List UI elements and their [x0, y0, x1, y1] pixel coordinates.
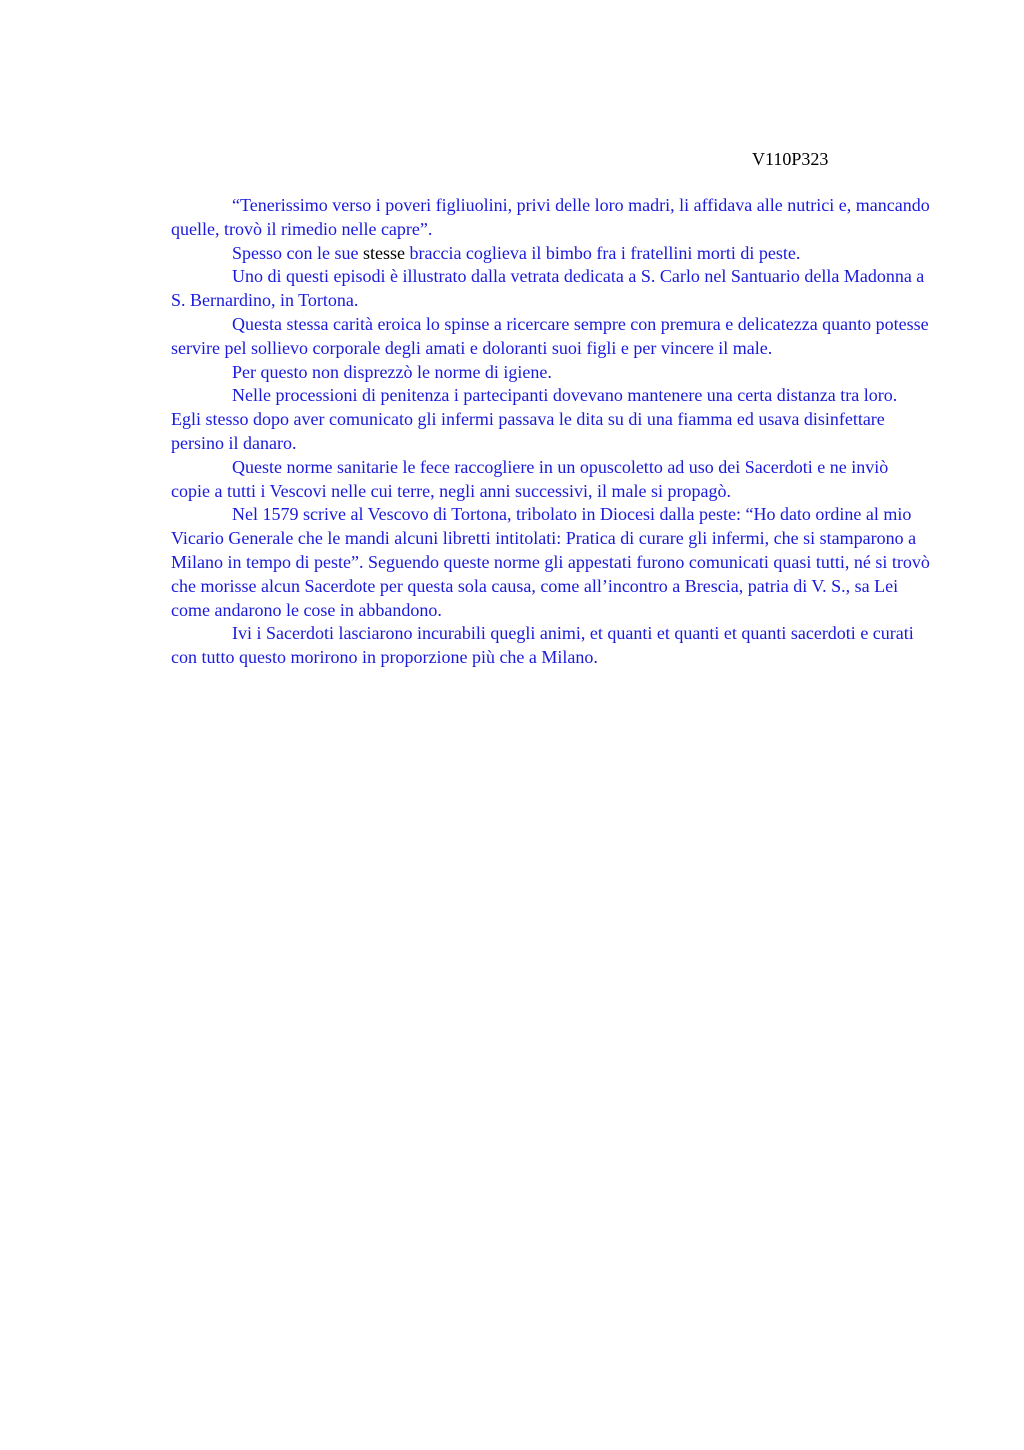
paragraph-8: Nel 1579 scrive al Vescovo di Tortona, tribolato in Diocesi dalla peste: “Ho dato ordine al mio Vicario Generale che le mandi alcuni libretti intitolati: Pratica di curare gli infermi, che si stamparono a Milano in tempo di peste”. Seguendo queste norme gli appestati furono comunicati quasi tutti, né si trovò che morisse alcun Sacerdote per questa sola causa, come all’incontro a Brescia, patria di V. S., sa Lei come andarono le cose in abbandono. — [171, 504, 930, 620]
paragraph-2-before: Spesso con le sue — [232, 242, 363, 263]
paragraph-2 — [171, 242, 931, 266]
document-body — [171, 194, 931, 670]
paragraph-2-black-word: stesse — [362, 242, 405, 263]
paragraph-6: Nelle processioni di penitenza i partecipanti dovevano mantenere una certa distanza tra loro. Egli stesso dopo aver comunicato gli infermi passava le dita su di una fiamma ed usava disinfettare persino il danaro. — [171, 385, 898, 453]
paragraph-9: Ivi i Sacerdoti lasciarono incurabili quegli animi, et quanti et quanti et quanti sacerdoti e curati con tutto questo morirono in proporzione più che a Milano. — [171, 623, 914, 668]
paragraph-3: Uno di questi episodi è illustrato dalla vetrata dedicata a S. Carlo nel Santuario della Madonna a S. Bernardino, in Tortona. — [171, 266, 925, 311]
paragraph-1: “Tenerissimo verso i poveri figliuolini, privi delle loro madri, li affidava alle nutrici e, mancando quelle, trovò il rimedio nelle capre”. — [171, 195, 930, 239]
paragraph-7: Queste norme sanitarie le fece raccogliere in un opuscoletto ad uso dei Sacerdoti e ne inviò copie a tutti i Vescovi nelle cui terre, negli anni successivi, il male si propagò. — [171, 456, 889, 501]
page-code: V110P323 — [752, 149, 829, 169]
paragraph-2-after: braccia coglieva il bimbo fra i fratellini morti di peste. — [404, 242, 801, 263]
paragraph-5: Per questo non disprezzò le norme di igiene. — [232, 361, 552, 382]
paragraph-4: Questa stessa carità eroica lo spinse a ricercare sempre con premura e delicatezza quanto potesse servire pel sollievo corporale degli amati e doloranti suoi figli e per vincere il male. — [171, 313, 929, 358]
